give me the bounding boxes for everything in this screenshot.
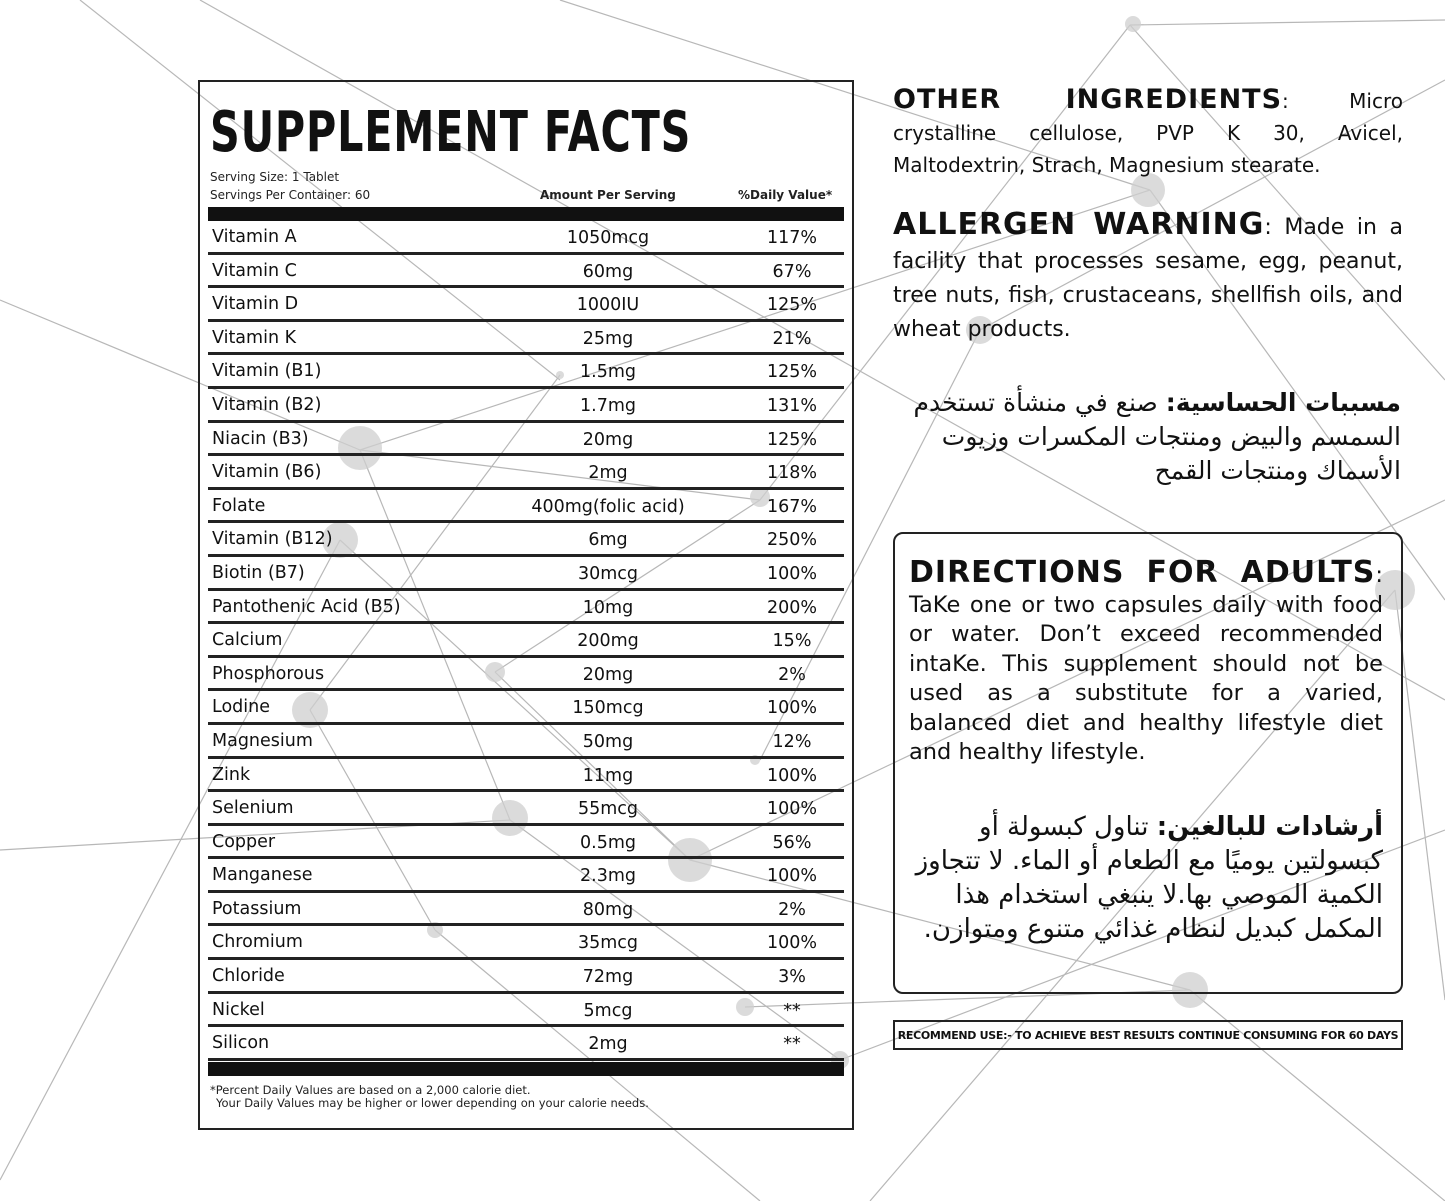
table-row [208,490,844,524]
nutrient-name: Lodine [212,697,270,718]
nutrient-amount: 0.5mg [580,832,636,853]
amount-per-serving-header: Amount Per Serving [540,188,676,202]
directions-heading: DIRECTIONS FOR ADULTS [909,555,1376,590]
nutrient-amount: 60mg [582,261,634,282]
nutrient-name: Vitamin K [212,327,297,348]
nutrient-daily-value: 250% [766,530,818,551]
directions-arabic-text: تناول كبسولة أو كبسولتين يوميًا مع الطعام أو الماء. لا تتجاوز الكمية الموصي بها.لا ينبغي استخدام هذا المكمل كبديل لنظام غذائي متنوع ومتوازن. [915,812,1383,944]
table-row [208,255,844,289]
nutrient-amount: 20mg [582,664,634,685]
nutrient-amount: 400mg(folic acid) [531,496,685,517]
nutrient-name: Selenium [212,798,294,819]
nutrient-amount: 5mcg [583,1000,633,1021]
nutrient-name: Niacin (B3) [212,428,309,449]
nutrient-name: Vitamin (B2) [212,394,322,415]
table-row [208,926,844,960]
facts-title: SUPPLEMENT FACTS [210,100,692,165]
nutrient-daily-value: 125% [766,295,818,316]
nutrient-amount: 2.3mg [580,866,636,887]
nutrient-name: Vitamin A [212,227,297,247]
nutrient-daily-value: 67% [772,261,812,282]
header-divider [208,207,844,221]
table-row [208,1027,844,1061]
directions-english [909,555,1383,768]
nutrient-amount: 11mg [582,765,634,786]
nutrient-daily-value: ** [783,1034,801,1055]
nutrient-daily-value: 2% [778,899,806,920]
table-row [208,591,844,625]
allergen-text: : Made in a facility that processes sesame, egg, peanut, tree nuts, fish, crustaceans, shellfish oils, and wheat products. [893,215,1403,342]
allergen-warning-arabic [893,386,1401,488]
nutrient-amount: 1050mcg [566,228,650,248]
table-row [208,725,844,759]
nutrient-amount: 20mg [582,429,634,450]
nutrient-daily-value: 100% [766,765,818,786]
nutrient-daily-value: 15% [772,631,812,652]
nutrient-amount: 35mcg [577,933,639,954]
nutrient-amount: 72mg [582,967,634,988]
nutrient-daily-value: 125% [766,362,818,383]
nutrient-daily-value: 12% [772,731,812,752]
allergen-arabic-text: صنع في منشأة تستخدم السمسم والبيض ومنتجات المكسرات وزيوت الأسماك ومنتجات القمح [913,388,1401,485]
nutrient-daily-value: 100% [766,563,818,584]
allergen-heading: ALLERGEN WARNING [893,207,1265,242]
nutrient-daily-value: 100% [766,933,818,954]
nutrient-amount: 50mg [582,731,634,752]
nutrient-name: Phosphorous [212,663,325,684]
directions-box [893,532,1403,994]
nutrient-name: Potassium [212,898,302,919]
nutrient-daily-value: 125% [766,429,818,450]
table-row [208,691,844,725]
directions-arabic [909,810,1383,946]
table-row [208,859,844,893]
nutrient-daily-value: 2% [778,664,806,685]
footer-divider [208,1062,844,1076]
table-row [208,792,844,826]
nutrient-amount: 30mcg [577,563,639,584]
nutrient-name: Vitamin (B12) [212,529,333,550]
nutrient-name: Vitamin (B1) [212,361,322,382]
nutrient-name: Magnesium [212,730,313,751]
footnote-line-2: Your Daily Values may be higher or lower depending on your calorie needs. [216,1096,649,1110]
nutrient-daily-value: 3% [778,967,806,988]
table-row [208,759,844,793]
nutrient-name: Manganese [212,865,313,886]
nutrient-amount: 150mcg [572,698,644,719]
nutrient-name: Chromium [212,932,303,953]
nutrient-table [208,221,844,1061]
nutrient-name: Silicon [212,1033,270,1054]
nutrient-name: Pantothenic Acid (B5) [212,596,401,617]
nutrient-amount: 80mg [582,899,634,920]
serving-size: Serving Size: 1 Tablet [210,170,340,184]
nutrient-name: Zink [212,764,251,785]
directions-arabic-heading: أرشادات للبالغين: [1156,812,1383,842]
table-row [208,389,844,423]
nutrient-daily-value: ** [783,1000,801,1021]
nutrient-amount: 2mg [588,463,628,484]
table-row [208,423,844,457]
table-row [208,658,844,692]
nutrient-name: Nickel [212,999,265,1020]
nutrient-amount: 25mg [582,328,634,349]
servings-per-container: Servings Per Container: 60 [210,188,371,202]
table-row [208,322,844,356]
table-row [208,893,844,927]
table-row [208,221,844,255]
allergen-warning [893,208,1403,347]
nutrient-name: Folate [212,495,266,516]
table-row [208,523,844,557]
nutrient-daily-value: 21% [772,328,812,349]
table-row [208,288,844,322]
nutrient-daily-value: 56% [772,832,812,853]
footnote-line-1: *Percent Daily Values are based on a 2,000 calorie diet. [210,1083,531,1097]
nutrient-daily-value: 118% [766,463,818,484]
other-ingredients-heading: OTHER INGREDIENTS [893,84,1283,115]
table-row [208,624,844,658]
table-row [208,355,844,389]
nutrient-amount: 2mg [588,1034,628,1055]
table-row [208,456,844,490]
table-row [208,557,844,591]
nutrient-daily-value: 200% [766,597,818,618]
nutrient-amount: 1.7mg [580,395,636,416]
nutrient-amount: 1000IU [576,295,640,316]
nutrient-daily-value: 117% [766,228,818,248]
recommend-use-note: RECOMMEND USE:- TO ACHIEVE BEST RESULTS CONTINUE CONSUMING FOR 60 DAYS [893,1020,1403,1050]
nutrient-name: Calcium [212,630,283,651]
nutrient-daily-value: 100% [766,698,818,719]
nutrient-amount: 6mg [588,530,628,551]
nutrient-amount: 1.5mg [580,362,636,383]
nutrient-amount: 200mg [577,631,639,652]
directions-text: : TaKe one or two capsules daily with food or water. Don’t exceed recommended intaKe. This supplement should not be used as a substitute for a varied, balanced diet and healthy lifestyle diet and healthy lifestyle. [909,562,1383,765]
nutrient-name: Biotin (B7) [212,562,305,583]
table-row [208,994,844,1028]
nutrient-name: Vitamin (B6) [212,462,322,483]
nutrient-name: Chloride [212,966,285,987]
other-ingredients-text: : Micro crystalline cellulose, PVP K 30, Avicel, Maltodextrin, Strach, Magnesium stearate. [893,89,1403,177]
nutrient-amount: 10mg [582,597,634,618]
allergen-arabic-heading: مسببات الحساسية: [1165,388,1401,417]
table-row [208,960,844,994]
nutrient-daily-value: 131% [766,395,818,416]
daily-value-footnote [210,1084,649,1110]
nutrient-name: Copper [212,831,276,852]
nutrient-daily-value: 100% [766,866,818,887]
supplement-facts-panel [198,80,854,1130]
nutrient-daily-value: 100% [766,799,818,820]
nutrient-daily-value: 167% [766,496,818,517]
other-ingredients [893,84,1403,181]
daily-value-header: %Daily Value* [738,188,833,202]
nutrient-amount: 55mcg [577,799,639,820]
nutrient-name: Vitamin C [212,260,297,281]
nutrient-name: Vitamin D [212,294,299,315]
table-row [208,826,844,860]
